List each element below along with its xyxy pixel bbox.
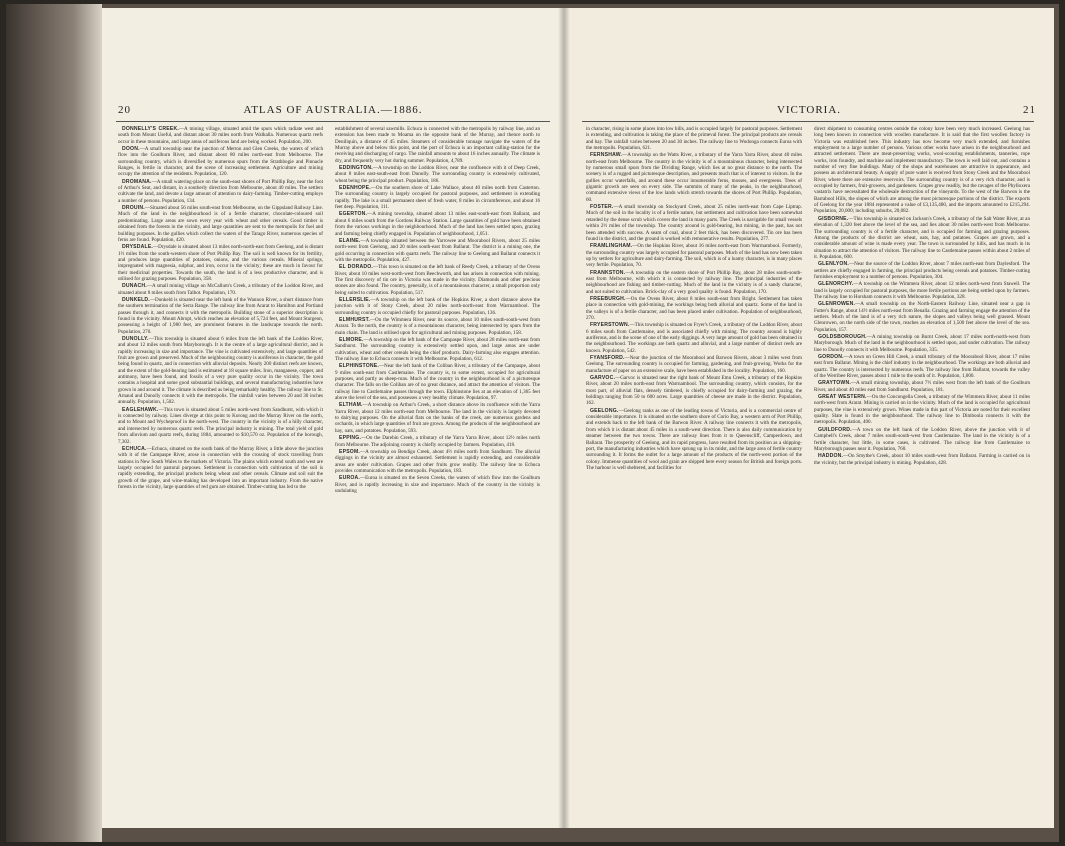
entry-text: —This township is situated on Jackson's Creek, a tributary of the Salt Water River, at an elevation of 1,320 feet above the level of the sea, and lies about 30 miles north-west from Melbourne. The surrounding country is of a fertile character, and is occupied for farming and grazing purposes. Among the products of the district are wheat, oats, hay, and potatoes. Grapes are grown, and a considerable amount of wine is made every year. The town is surrounded by hills, and has much in its situation to attract the attention of visitors. The railway line to Castlemaine passes within about 2 miles of it. Population, 600.	[814, 215, 1030, 260]
entry-place-name: FREEBURGH.	[590, 295, 626, 302]
left-running-title: ATLAS OF AUSTRALIA.—1886.	[243, 104, 423, 116]
gazetteer-entry	[118, 407, 323, 445]
entry-place-name: DONNELLY'S CREEK.	[122, 126, 179, 132]
gazetteer-entry	[118, 336, 323, 406]
right-header-rule	[582, 121, 1034, 122]
left-page	[102, 8, 564, 828]
entry-text: —Situated about 56 miles south-east from Melbourne, on the Gippsland Railway Line. Much of the land in the neighbourhood is of a fertile character, chocolate-coloured soil predominating. Large areas are sown every year with wheat and other cereals. Good timber is obtained from the forests in the vicinity, and large quantities are sent to the metropolis for fuel and building purposes. In the gullies which collect the waters of the Tarago River, numerous species of ferns are found. Population, 420.	[118, 205, 323, 243]
entry-text: —Near the left bank of the Coliban River, a tributary of the Campaspe, about 9 miles south-east from Castlemaine. The country is, to some extent, occupied for agricultural purposes, and partly as sheep-runs. Much of the country in the neighbourhood is of a picturesque character. The falls on the Coliban are of no great distance, and attract the attention of visitors. The railway line to Castlemaine passes through the town. Elphinstone lies at an elevation of 1,365 feet above the level of the sea, and possesses a very healthy climate. Population, 97.	[335, 363, 540, 402]
entry-place-name: DOON.	[122, 146, 140, 153]
gazetteer-entry	[814, 281, 1030, 300]
entry-place-name: FRAMLINGHAM.	[590, 243, 633, 250]
gazetteer-entry	[335, 297, 540, 316]
entry-text: —This township is situated on Fryer's Creek, a tributary of the Loddon River, about 6 miles south from Castlemaine, and is associated chiefly with mining. The country around is highly auriferous, and is the scene of one of the early diggings. A very large amount of gold has been obtained in the neighbourhood. The workings are both quartz and alluvial, and a large number of distinct reefs are known. Population, 542.	[586, 322, 802, 354]
right-page-header	[564, 104, 1054, 120]
entry-place-name: DRYSDALE.	[122, 244, 154, 251]
entry-text: —A small township on the North-Eastern Railway Line, situated near a gap in Futter's Range, about 14½ miles north-east from Benalla. Grazing and farming engage the attention of the settlers. Much of the land is of a very rich nature, the slopes and valleys being well grassed. Mount Glenrowen, on the north side of the town, reaches an elevation of 1,500 feet above the level of the sea. Population, 157.	[814, 301, 1030, 333]
entry-place-name: FERNSHAW.	[590, 152, 623, 159]
entry-place-name: GLENORCHY.	[818, 281, 854, 288]
entry-text: —On the Hopkins River, about 16 miles north-east from Warrnambool. Formerly, the surrounding country was largely occupied for pastoral purposes. Much of the land has now been taken up by settlers for agriculture and dairy-farming. The soil, which is of a loamy character, is in many places very fertile. Population, 70.	[586, 243, 802, 269]
entry-place-name: GRAYTOWN.	[818, 380, 851, 387]
gazetteer-entry	[335, 185, 540, 210]
right-columns	[586, 126, 1030, 472]
entry-place-name: EUROA.	[339, 475, 361, 482]
entry-text: —A small watering-place on the south-east shores of Port Phillip Bay, near the foot of Arthur's Seat, and distant, in a southerly direction from Melbourne, about 40 miles. The settlers cultivate the land, and devote a large amount of attention to dairy-farming. Timber-cutting employs a number of persons. Population, 134.	[118, 178, 323, 204]
entry-place-name: DUNOLLY.	[122, 336, 149, 342]
entry-place-name: DUNKELD.	[122, 296, 150, 303]
entry-text: —A small township near the junction of Merton and Glen Creeks, the waters of which flow into the Goulburn River, and distant about 80 miles north-east from Melbourne. The surrounding country, which is diversified by numerous spurs from the Strathbogie and Pinnacle Ranges, is fertile in character, and the scene of increasing settlement. Agriculture and mining occupy the attention of the residents. Population, 120.	[118, 146, 323, 178]
entry-place-name: EAGLEHAWK.	[122, 406, 159, 413]
left-column-1	[118, 126, 323, 495]
gazetteer-entry	[335, 264, 540, 296]
entry-text: —Garvoc is situated near the right bank of Mount Emu Creek, a tributary of the Hopkins River, about 20 miles north-east from Warrnambool. The surrounding country, which consists, for the most part, of alluvial flats, densely timbered, is chiefly occupied for dairy-farming and grazing, the holdings ranging from 50 to 600 acres. Large quantities of cheese are made in the district. Population, 162.	[586, 375, 802, 407]
entry-text: direct shipment to consuming centres outside the colony have been very much increased. Geelong has long been known in connection with woollen manufacture. It is said that the first woollen factory in Victoria was established here. This industry has now become very much extended, and furnishes employment to a large number of persons. Various other works have arisen in the neighbourhood and attracted settlement. There are meat-preserving works, wool-scouring establishments, tanneries, rope works, iron foundry, and machine and implement manufactory. The town is well laid out, and contains a number of very fine buildings. Many of the shops and warehouses are attractive in appearance, and possess an architectural beauty. A supply of pure water is received from Stony Creek and the Moorabool River, where there are extensive reservoirs. The surrounding country is of a very rich character, and is occupied by farmers, fruit-growers, and gardeners. Grapes grow readily, but the ravages of the Phylloxera vastatrix have necessitated the wholesale destruction of the vineyards. To the west of the Barwon is the Barrabool Hills, the slopes of which are among the most picturesque portions of the district. The exports of Geelong for the year 1884 represented a value of £3,135,480, and the imports amounted to £215,294. Population, 20,000; including suburbs, 20,082.	[814, 126, 1030, 215]
gazetteer-entry	[335, 211, 540, 236]
gazetteer-entry	[586, 322, 802, 354]
gazetteer-entry	[335, 449, 540, 474]
entry-text: —A small mining village on McCallum's Creek, a tributary of the Loddon River, and situated about 8 miles south from Talbot. Population, 170.	[118, 283, 323, 296]
gazetteer-entry	[335, 238, 540, 263]
entry-place-name: DROMANA.	[122, 178, 152, 185]
entry-place-name: ELLERSLIE.	[339, 296, 371, 303]
right-running-title: VICTORIA.	[776, 104, 842, 116]
entry-text: —On the Concongella Creek, a tributary of the Wimmera River, about 11 miles north-west from Ararat. Mining is carried on in the vicinity. Much of the land is occupied for agricultural purposes, the vine is extensively grown. Wines made in this part of Victoria are noted for their excellent quality. Slate is found in the neighbourhood. The railway line to Dimboola connects it with the metropolis. Population, 400.	[814, 394, 1030, 426]
gazetteer-entry	[586, 243, 802, 268]
gazetteer-entry	[586, 204, 802, 242]
entry-text: —A town on Green Hill Creek, a small tributary of the Moorabool River, about 17 miles east from Ballarat. Mining is the chief industry in the neighbourhood. The workings are both alluvial and quartz. The country is intersected by numerous reefs. The railway line from Ballarat, towards the valley of the Werribee River, passes about 1 mile to the south of it. Population, 1,000.	[814, 354, 1030, 380]
entry-place-name: ELTHAM.	[339, 402, 363, 409]
gazetteer-entry	[814, 427, 1030, 452]
entry-text: —This town is situated on the left bank of Reedy Creek, a tributary of the Ovens River, about 10 miles west-north-west from Beechworth, and has arisen in connection with mining. The first discovery of tin ore in Victoria was made in the vicinity. Diamonds and other precious stones are also found. The country, generally, is of a mountainous character, a small proportion only being suited to cultivation. Population, 517.	[335, 264, 540, 296]
gazetteer-entry	[335, 337, 540, 362]
entry-text: —A township situated between the Yarrowee and Moorabool Rivers, about 25 miles north-west from Geelong, and 20 miles south-east from Ballarat. The district is a mining one, the gold occurring in connection with quartz reefs. The railway line to Geelong and Ballarat connects it with the metropolis. Population, 427.	[335, 237, 540, 263]
entry-place-name: EPSOM.	[339, 448, 361, 455]
gazetteer-entry	[586, 296, 802, 321]
entry-text: —A township on the left bank of the Campaspe River, about 28 miles north-east from Sandhurst. The surrounding country is extensively settled upon, and large areas are under cultivation, wheat and other cereals being the chief products. Dairy-farming also engages attention. The railway line to Echuca connects it with Melbourne. Population, 612.	[335, 337, 540, 363]
right-page	[564, 8, 1054, 828]
gazetteer-entry	[814, 301, 1030, 333]
entry-text: —A small township on Stockyard Creek, about 25 miles north-east from Cape Liptrap. Much of the soil in the locality is of a fertile nature, but settlement and cultivation have been somewhat retarded by the dense scrub which covers the land in many parts. The Creek is navigable for small vessels within 2½ miles of the township. The country around is gold-bearing, but mining, in the past, has not been attended with success. A seam of coal, about 2 feet thick, has been discovered. Tin ore has been found in the district, and the ground is worked with remunerative results. Population, 277.	[586, 204, 802, 242]
gazetteer-entry	[814, 261, 1030, 280]
gazetteer-entry	[586, 375, 802, 407]
left-page-number: 20	[118, 104, 131, 116]
right-column-1	[586, 126, 802, 472]
entry-place-name: HADDON.	[818, 453, 844, 460]
gazetteer-entry	[814, 126, 1030, 215]
entry-place-name: EPPING.	[339, 435, 362, 442]
entry-text: —On the southern shore of Lake Wallace, about 40 miles north from Casterton. The surrounding country is largely occupied for pastoral purposes, and settlement is extending rapidly. The lake is a small permanent sheet of fresh water, 8 miles in circumference, and about 16 feet deep. Population, 111.	[335, 185, 540, 211]
gazetteer-entry	[586, 408, 802, 471]
entry-text: —Drysdale is situated about 13 miles north-north-east from Geelong, and is distant 1½ miles from the south-western shore of Port Phillip Bay. The soil is well known for its fertility, and produces large quantities of potatoes, onions, and the various cereals. Mineral springs, impregnated with magnesia, sulphur, and iron, occur in the vicinity; these are much in favour for their medicinal properties. Towards the south, the land is of a less productive character, and is utilised for grazing purposes. Population, 358.	[118, 244, 323, 282]
right-page-number: 21	[1023, 104, 1036, 116]
gazetteer-entry	[118, 205, 323, 243]
entry-text: establishment of several sawmills. Echuca is connected with the metropolis by railway line, and an extension has been made to Moama on the opposite bank of the Murray, and thence north to Deniliquin, a distance of 45 miles. Steamers of considerable tonnage navigate the waters of the Murray above and below this point, and the port of Echuca is an important calling-station for the receiving and discharging of cargo. The rainfall amounts to about 16 inches annually. The climate is dry, and frequently very hot during summer. Population, 4,789.	[335, 126, 540, 164]
page-gutter	[558, 8, 570, 828]
entry-text: —Euroa is situated on the Seven Creeks, the waters of which flow into the Goulburn River, and is rapidly increasing in size and importance. Much of the country in the vicinity is undulating	[335, 475, 540, 494]
gazetteer-entry	[335, 126, 540, 164]
entry-place-name: GLENROWEN.	[818, 301, 856, 308]
gazetteer-entry	[814, 380, 1030, 393]
gazetteer-entry	[814, 453, 1030, 466]
entry-place-name: ECHUCA.	[122, 445, 147, 452]
gazetteer-entry	[118, 146, 323, 178]
entry-place-name: GLENLYON.	[818, 261, 850, 268]
entry-text: —A mining village, situated amid the spurs which radiate west and south from Mount Useful, and distant about 30 miles north from Walhalla. Numerous quartz reefs occur in these mountains, and large areas of auriferous land are being worked. Population, 200.	[118, 126, 324, 145]
entry-place-name: FYANSFORD.	[590, 355, 625, 362]
entry-place-name: ELPHINSTONE.	[339, 363, 379, 370]
entry-text: —On the Wimmera River, near its source, about 10 miles south-south-west from Ararat. To the north, the country is of a mountainous character, being intersected by spurs from the main chain. The land is utilised upon for agricultural and mining purposes. Population, 158.	[335, 316, 540, 336]
right-column-2	[814, 126, 1030, 472]
entry-place-name: GREAT WESTERN.	[818, 394, 867, 401]
entry-text: —A township on the left bank of the Hopkins River, a short distance above the junction with it of Stony Creek, about 20 miles north-north-east from Warrnambool. The surrounding country is occupied chiefly for pastoral purposes. Population, 136.	[335, 296, 540, 316]
entry-place-name: EDENHOPE.	[339, 185, 371, 192]
entry-text: —On the Ovens River, about 8 miles south-east from Bright. Settlement has taken place in connection with gold-mining, the workings being both alluvial and quartz. Some of the land in the valleys is of a fertile character, and has been placed under cultivation. Population of neighbourhood, 270.	[586, 295, 802, 321]
entry-place-name: EL DORADO.	[339, 264, 374, 271]
left-column-2	[335, 126, 540, 495]
entry-text: —A township on the Wimmera River, about 12 miles north-west from Stawell. The land is largely occupied for pastoral purposes, the more fertile portions are being settled upon by farmers. The railway line to Horsham connects it with Melbourne. Population, 328.	[814, 281, 1030, 300]
entry-place-name: FOSTER.	[590, 204, 614, 211]
entry-place-name: FRANKSTON.	[590, 269, 626, 276]
gazetteer-entry	[814, 216, 1030, 260]
gazetteer-entry	[118, 283, 323, 296]
entry-text: —On the Darebin Creek, a tributary of the Yarra Yarra River, about 12½ miles north from Melbourne. The adjoining country is chiefly occupied by farmers. Population, 418.	[335, 435, 540, 448]
entry-text: —This township is situated about 6 miles from the left bank of the Loddon River, and about 12 miles south from Maryborough. It is the centre of a large agricultural district, and is rapidly increasing in size and importance. The vine is cultivated extensively, and large quantities of fruit are grown and preserved. Much of the neighbouring country is auriferous in character, the gold being found in quartz, and in connection with alluvial deposits. Nearly 200 distinct reefs are known, and the extent of the gold-bearing land is estimated at 18 square miles. Iron, manganese, copper, and antimony, have been found, and fossils of a very pure quality occur in the vicinity. The town contains a hospital and some good substantial buildings, and several manufacturing industries have grown in and around it. The climate is described as being remarkably healthy. The railway line to St. Arnaud and Dunolly connects it with the metropolis. The rainfall varies between 20 and 30 inches annually. Population, 1,502.	[118, 336, 323, 406]
entry-place-name: DROUIN.	[122, 205, 145, 212]
gazetteer-entry	[118, 126, 323, 145]
entry-place-name: ELMHURST.	[339, 316, 370, 323]
entry-place-name: EDDINGTON.	[339, 165, 373, 172]
entry-place-name: GISBORNE.	[818, 215, 849, 222]
entry-text: —Near the junction of the Moorabool and Barwon Rivers, about 3 miles west from Geelong. The surrounding country is occupied for farming, gardening, and fruit-growing. Works for the manufacture of paper on an extensive scale, have been established in the locality. Population, 160.	[586, 355, 802, 374]
gazetteer-entry	[335, 402, 540, 434]
entry-text: —On Smythe's Creek, about 10 miles south-west from Ballarat. Farming is carried on in the vicinity, but the principal industry is mining. Population, 428.	[814, 453, 1030, 466]
gazetteer-entry	[118, 446, 323, 490]
entry-place-name: GOLDSBOROUGH.	[818, 334, 867, 340]
left-columns	[118, 126, 540, 495]
entry-place-name: GUILDFORD.	[818, 426, 852, 433]
entry-text: —Near the source of the Loddon River, about 7 miles north-east from Daylesford. The settlers are chiefly engaged in farming, the principal products being cereals and potatoes. Timber-cutting furnishes employment to a number of persons. Population, 304.	[814, 261, 1030, 280]
gazetteer-entry	[586, 270, 802, 295]
entry-text: in character, rising in some places into low hills, and is occupied largely for pastoral purposes. Settlement is extending, and cultivation is taking the place of the primeval forest. The principal products are cereals and hay. The rainfall varies between 20 and 30 inches. The railway line to Wodonga connects Euroa with the metropolis. Population, 621.	[586, 126, 802, 152]
gazetteer-entry	[814, 394, 1030, 426]
gazetteer-entry	[118, 297, 323, 335]
entry-text: —Dunkeld is situated near the left bank of the Wannon River, a short distance from the southern termination of the Serra Range. The railway line from Ararat to Hamilton and Portland passes through it, and connects it with the metropolis. Building stone of a superior description is found in the vicinity. Mount Abrupt, which reaches an elevation of 5,724 feet, and Mount Sturgeon, possessing a height of 1,980 feet, are prominent features in the landscape towards the north. Population, 270.	[118, 296, 323, 335]
gazetteer-entry	[335, 475, 540, 494]
gazetteer-entry	[335, 363, 540, 401]
entry-text: —A township on the Loddon River, near the confluence with it of Deep Creek, about 8 miles east-south-east from Dunolly. The surrounding country is extensively cultivated, wheat being the principal product. Population, 186.	[335, 165, 540, 184]
left-page-header	[102, 104, 564, 120]
entry-text: —Geelong ranks as one of the leading towns of Victoria, and is a commercial centre of considerable importance. It is situated on the southern shore of Corio Bay, a western arm of Port Phillip, and extends back to the left bank of the Barwon River. A railway line connects it with the metropolis, from which it is distant about 45 miles in a south-west direction. There is also daily communication by steamer between the two towns. There are railway lines from it to Queenscliff, Camperdown, and Ballarat. The prosperity of Geelong, and its rapid progress, have resulted from its position as a shipping-port, the manufacturing industries which have sprung up in its midst, and the large area of fertile country surrounding it. It forms the outlet for a large amount of the products of the north-west portion of the colony. Immense quantities of wool and grain are shipped here every season for British and foreign ports. The harbour is well sheltered, and facilities for	[586, 407, 802, 471]
entry-place-name: GEELONG.	[590, 407, 619, 414]
entry-place-name: GARVOC.	[590, 375, 616, 382]
entry-place-name: DUNACH.	[122, 283, 147, 290]
entry-place-name: ELMORE.	[339, 337, 364, 343]
entry-text: —Echuca, situated on the south bank of the Murray River, a little above the junction with it of the Campaspe River, arose in connection with the crossing of stock travelling from stations in New South Wales to the markets of Victoria. The plains which extend south and west are largely occupied for pastoral purposes. Settlement in connection with cultivation of the soil is rapidly extending, the principal products being wheat and other cereals. Climate and soil suit the growth of the grape, and wine-making has developed into an important industry. From the native forests in the vicinity, large quantities of red gum are obtained. Timber-cutting has led to the	[118, 445, 323, 490]
gazetteer-entry	[586, 126, 802, 151]
entry-text: —A township on the eastern shore of Port Phillip Bay, about 28 miles south-south-east from Melbourne, with which it is connected by railway line. The principal industries of the neighbourhood are fishing and timber-cutting. Much of the land in the vicinity is of a sandy character, and not suited to cultivation. Brick-clay of a very good quality is found. Population, 170.	[586, 269, 802, 295]
gazetteer-entry	[814, 334, 1030, 353]
gazetteer-entry	[118, 179, 323, 204]
entry-place-name: EGERTON.	[339, 211, 368, 218]
gazetteer-entry	[814, 354, 1030, 379]
entry-text: —A township on Arthur's Creek, a short distance above its confluence with the Yarra Yarra River, about 12 miles north-east from Melbourne. The land in the vicinity is largely devoted to dairying purposes. On the alluvial flats on the banks of the creek, are numerous gardens and orchards, in which large quantities of fruit are grown. Among the products of the neighbourhood are hay, oats, and potatoes. Population, 593.	[335, 402, 540, 434]
entry-place-name: GORDON.	[818, 354, 844, 361]
gazetteer-entry	[335, 435, 540, 448]
entry-text: —A mining township on Burnt Creek, about 17 miles north-north-west from Maryborough. Much of the land in the neighbourhood is settled upon, and under cultivation. The railway line to Dunolly connects it with Melbourne. Population, 335.	[814, 334, 1030, 353]
gazetteer-entry	[586, 355, 802, 374]
entry-place-name: FRYERSTOWN.	[590, 322, 630, 329]
entry-text: —A small mining township, about 7½ miles west from the left bank of the Goulburn River, and about 40 miles east from Sandhurst. Population, 181.	[814, 380, 1030, 393]
entry-place-name: ELAINE.	[339, 237, 361, 244]
page-bottom-fade	[102, 814, 564, 828]
gazetteer-entry	[586, 152, 802, 203]
entry-text: —A township on the Watts River, a tributary of the Yarra Yarra River, about 40 miles north-east from Melbourne. The country in the vicinity is of a mountainous character, being intersected by numerous small spurs from the Dividing Range, which lies at no great distance to the north. The scenery is of a rugged and picturesque description, and presents much that is of interest to visitors. In the gullies occur waterfalls, and around these occur innumerable ferns, mosses, and evergreens. Trees of gigantic growth are seen on every side. The summits of many of the peaks, in the neighbourhood, command extensive views of the low lands which stretch towards the shores of Port Phillip. Population, 60.	[586, 152, 802, 203]
entry-text: —A town on the left bank of the Loddon River, above the junction with it of Campbell's Creek, about 7 miles south-south-west from Castlemaine. The land in the vicinity is of a fertile character, but little, in some cases, is cultivated. The railway line from Castlemaine to Maryborough passes near it. Population, 760.	[814, 426, 1030, 452]
left-header-rule	[116, 121, 550, 122]
gazetteer-entry	[335, 165, 540, 184]
entry-text: —A township on Bendigo Creek, about 4½ miles north from Sandhurst. The alluvial diggings in the vicinity are almost exhausted. Settlement is rapidly extending, and considerable areas are under cultivation. Grapes and other fruits grow readily. The railway line to Echuca provides communication with the metropolis. Population, 183.	[335, 448, 540, 474]
gazetteer-entry	[118, 244, 323, 282]
gazetteer-entry	[335, 317, 540, 336]
book-spread	[6, 4, 1059, 842]
entry-text: —A mining township, situated about 13 miles east-south-east from Ballarat, and about 6 miles south from the Gordons Railway Station. Large quantities of gold have been obtained from the various workings in the neighbourhood. Much of the land has been settled upon, grazing and farming being chiefly engaged in. Population of neighbourhood, 1,051.	[335, 211, 540, 237]
entry-text: —This town is situated about 5 miles north-west from Sandhurst, with which it is connected by railway. Lines diverge at this point to Korong and the Murray River on the north, and to Mount and Wycheproof in the north-west. The country in the vicinity is of a hilly character, and intersected by numerous quartz reefs. The principal industry is mining. The total yield of gold from alluvium and quartz reefs, during 1884, amounted to $10,570 oz. Population of the borough, 7,302.	[118, 406, 323, 445]
book-binding	[6, 4, 102, 842]
